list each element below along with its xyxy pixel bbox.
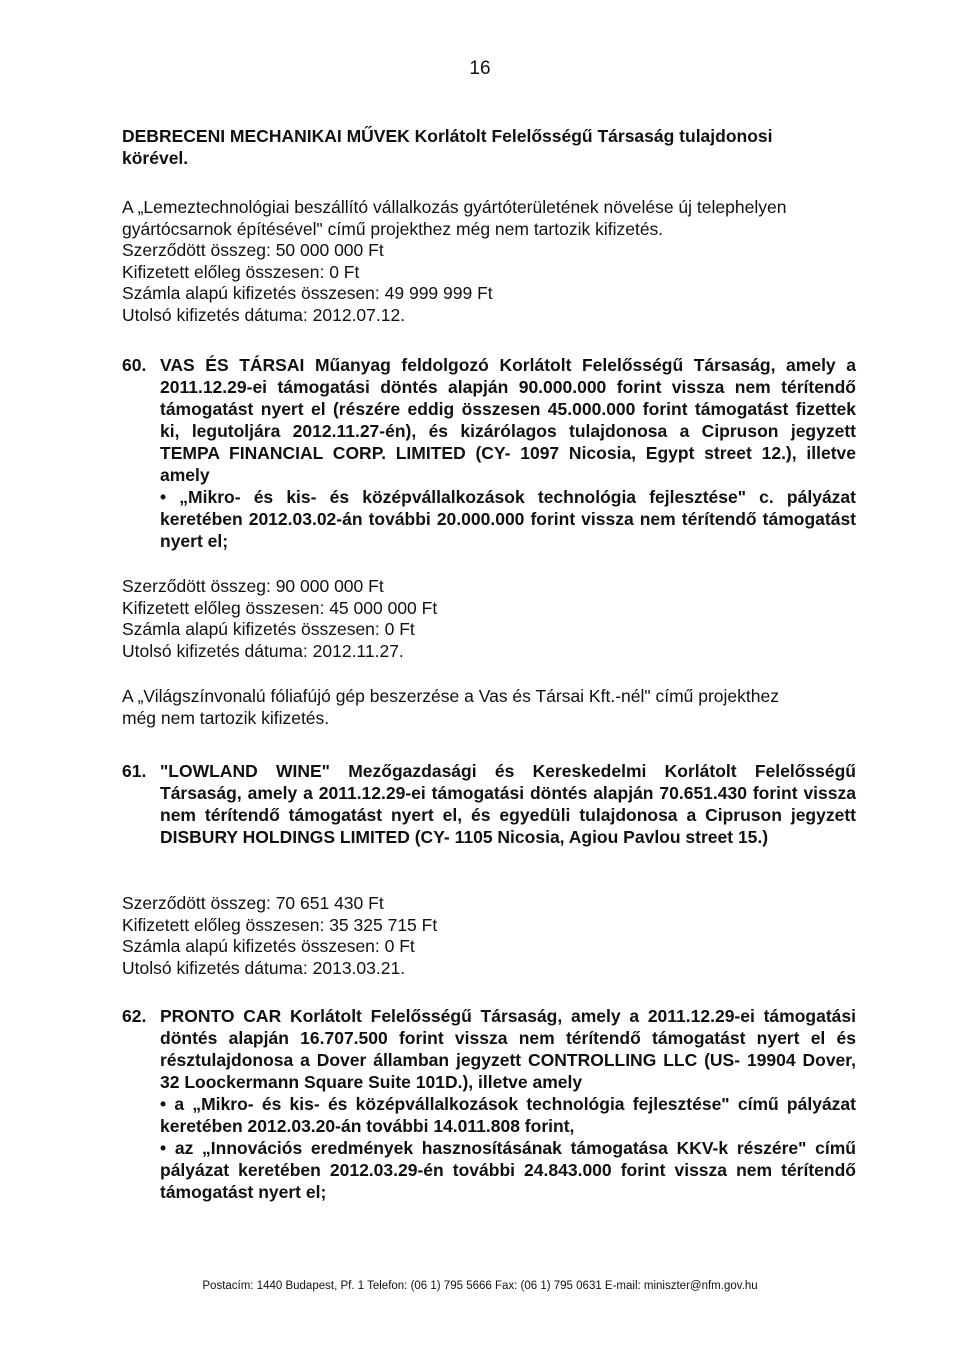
intro-line-1: DEBRECENI MECHANIKAI MŰVEK Korlátolt Felelősségű Társaság tulajdonosi [122,126,773,146]
contract-amount: Szerződött összeg: 70 651 430 Ft [122,893,384,913]
item-text: PRONTO CAR Korlátolt Felelősségű Társaság, amely a 2011.12.29-ei támogatási döntés alapján 16.707.500 forint vissza nem térítendő támogatást nyert el és résztulajdonosa a Dover államban jegyzett CONTROLLING LLC (US- 19904 Dover, 32 Loockermann Square Suite 101D.), illetve amely [160,1006,856,1092]
bullet-item: • az „Innovációs eredmények hasznosításának támogatása KKV-k részére" című pályázat keretében 2012.03.29-én további 24.843.000 forint vissza nem térítendő támogatást nyert el; [160,1138,856,1202]
advance-amount: Kifizetett előleg összesen: 35 325 715 Ft [122,914,438,935]
project-line-1: A „Lemeztechnológiai beszállító vállalkozás gyártóterületének növelése új telephelyen [122,197,787,217]
project-line-2: gyártócsarnok építésével" című projekthez még nem tartozik kifizetés. [122,218,664,239]
invoice-amount: Számla alapú kifizetés összesen: 0 Ft [122,936,415,956]
intro-paragraph [122,126,862,169]
project-paragraph [122,197,862,326]
note-line-2: még nem tartozik kifizetés. [122,707,330,728]
invoice-amount: Számla alapú kifizetés összesen: 0 Ft [122,619,415,639]
item-text: "LOWLAND WINE" Mezőgazdasági és Kereskedelmi Korlátolt Felelősségű Társaság, amely a 2011.12.29-ei támogatási döntés alapján 70.651.430 forint vissza nem térítendő támogatást nyert el, és egyedüli tulajdonosa a Cipruson jegyzett DISBURY HOLDINGS LIMITED (CY- 1105 Nicosia, Agiou Pavlou street 15.) [160,761,856,847]
page-number: 16 [469,58,491,79]
item-62 [122,1005,856,1203]
item-number: 62. [122,1006,147,1026]
intro-line-2: körével. [122,147,189,168]
item-number: 60. [122,355,147,375]
note-line-1: A „Világszínvonalú fóliafújó gép beszerzése a Vas és Társai Kft.-nél" című projekthez [122,686,779,706]
page-footer: Postacím: 1440 Budapest, Pf. 1 Telefon: (06 1) 795 5666 Fax: (06 1) 795 0631 E-mail: miniszter@nfm.gov.hu [202,1280,758,1292]
contract-amount: Szerződött összeg: 90 000 000 Ft [122,576,384,596]
item-60 [122,354,856,552]
bullet-item: • „Mikro- és kis- és középvállalkozások technológia fejlesztése" c. pályázat keretében 2012.03.02-án további 20.000.000 forint vissza nem térítendő támogatást nyert el; [160,487,856,551]
contract-amount: Szerződött összeg: 50 000 000 Ft [122,240,384,260]
advance-amount: Kifizetett előleg összesen: 0 Ft [122,261,360,282]
last-payment-date: Utolsó kifizetés dátuma: 2012.11.27. [122,640,404,661]
item-60-payments [122,576,862,662]
bullet-item: • a „Mikro- és kis- és középvállalkozások technológia fejlesztése" című pályázat keretében 2012.03.20-án további 14.011.808 forint, [160,1094,856,1136]
advance-amount: Kifizetett előleg összesen: 45 000 000 Ft [122,597,438,618]
item-text: VAS ÉS TÁRSAI Műanyag feldolgozó Korlátolt Felelősségű Társaság, amely a 2011.12.29-ei támogatási döntés alapján 90.000.000 forint vissza nem térítendő támogatást nyert el (részére eddig összesen 45.000.000 forint támogatást fizettek ki, legutoljára 2012.11.27-én), és kizárólagos tulajdonosa a Cipruson jegyzett TEMPA FINANCIAL CORP. LIMITED (CY- 1097 Nicosia, Egypt street 12.), illetve amely [160,355,856,485]
item-61 [122,760,856,848]
item-number: 61. [122,761,147,781]
invoice-amount: Számla alapú kifizetés összesen: 49 999 999 Ft [122,283,493,303]
item-61-payments [122,893,862,979]
last-payment-date: Utolsó kifizetés dátuma: 2012.07.12. [122,304,406,325]
last-payment-date: Utolsó kifizetés dátuma: 2013.03.21. [122,957,406,978]
item-60-note [122,686,862,729]
